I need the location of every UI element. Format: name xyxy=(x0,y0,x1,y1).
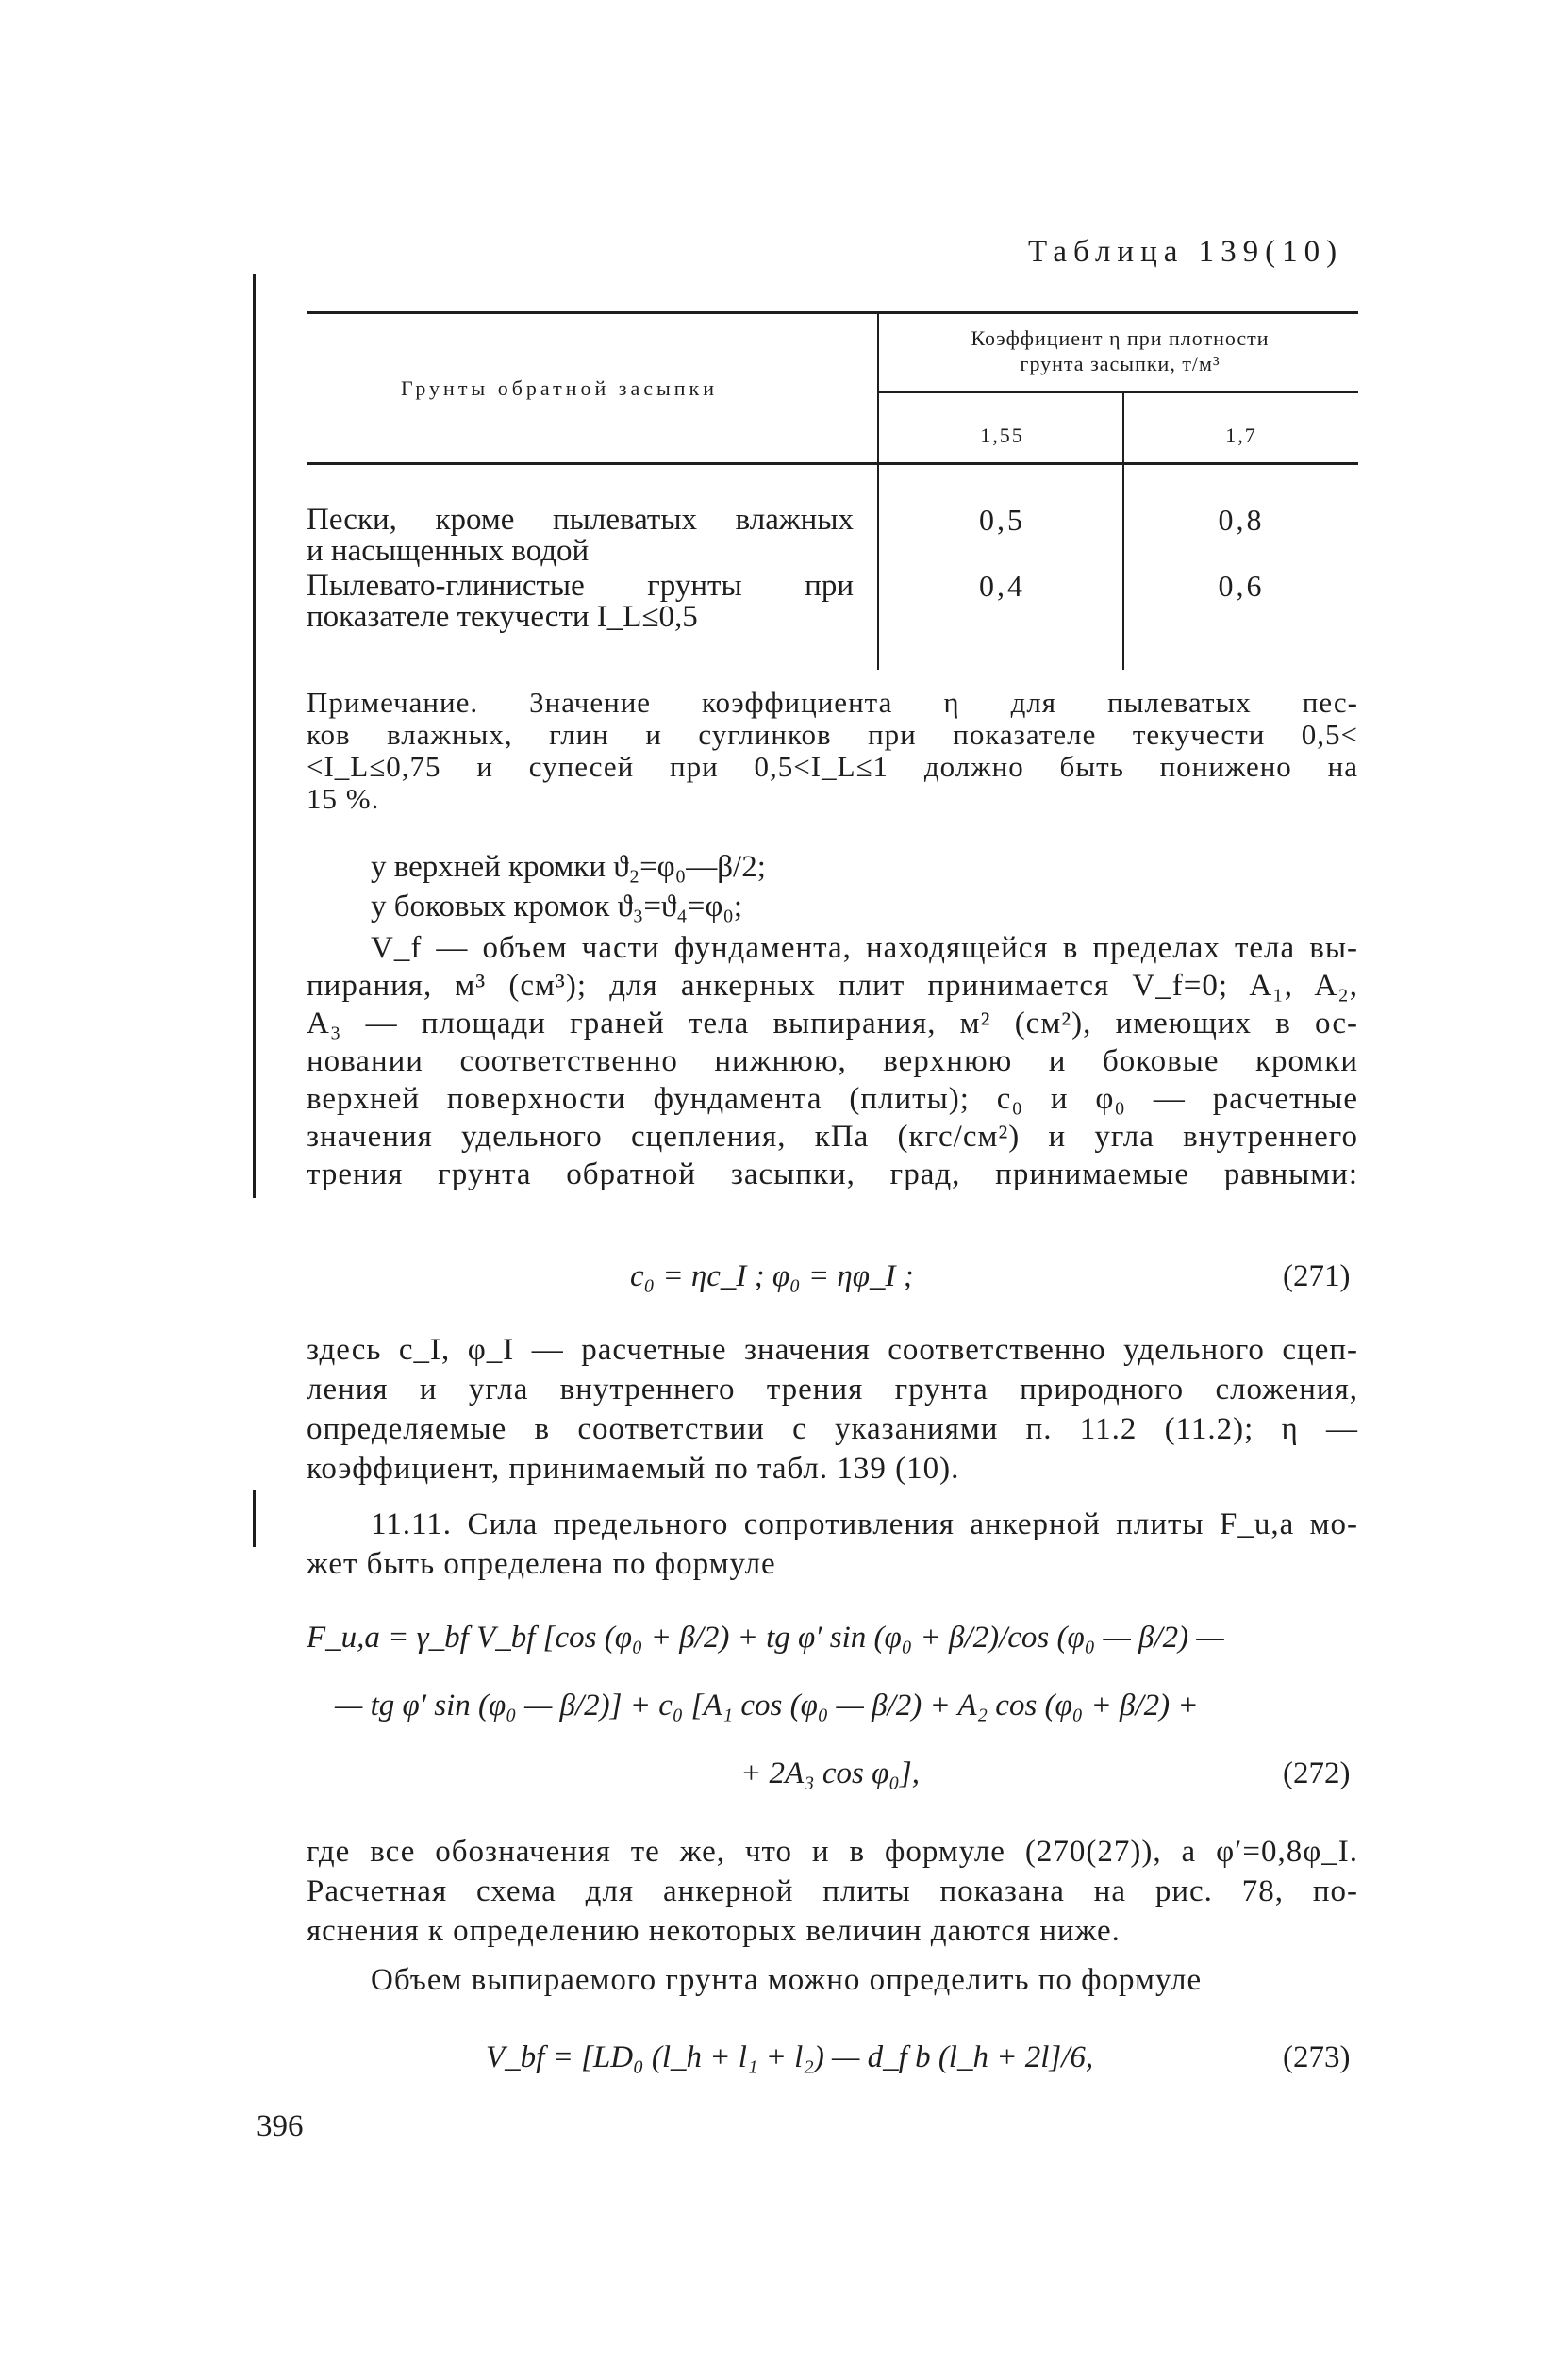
table-note-line2: ков влажных, глин и суглинков при показателе текучести 0,5< xyxy=(307,718,1358,751)
paragraph-definitions xyxy=(307,929,1358,1193)
table-header-coef-line2: грунта засыпки, т/м³ xyxy=(1020,352,1221,375)
definitions-line2: пирания, м³ (см³); для анкерных плит принимается V_f=0; A₁, A₂, xyxy=(307,969,1358,1003)
notation-line3: яснения к определению некоторых величин даются ниже. xyxy=(307,1914,1121,1948)
formula-272-line3: + 2A₃ cos φ₀], xyxy=(740,1756,920,1790)
here-line4: коэффициент, принимаемый по табл. 139 (10). xyxy=(307,1452,960,1486)
equation-number-271: (271) xyxy=(1283,1259,1351,1293)
page-number: 396 xyxy=(257,2109,304,2143)
definitions-line5: верхней поверхности фундамента (плиты); c₀ и φ₀ — расчетные xyxy=(307,1082,1358,1116)
margin-bar-bottom xyxy=(253,1490,256,1547)
table-row-2-soil-line1: Пылевато-глинистые грунты при xyxy=(307,569,854,603)
formula-272-line1: F_u,a = γ_bf V_bf [cos (φ₀ + β/2) + tg φ′ sin (φ₀ + β/2)/cos (φ₀ — β/2) — xyxy=(307,1621,1224,1655)
table-row-2-v2: 0,6 xyxy=(1218,569,1265,603)
table-row-1-soil-line1: Пески, кроме пылеватых влажных xyxy=(307,503,854,537)
table-row-2-soil xyxy=(307,571,854,633)
definitions-line3: A₃ — площади граней тела выпирания, м² (см²), имеющих в ос- xyxy=(307,1007,1358,1040)
table-header-coef xyxy=(882,325,1358,376)
table-note-line3: <I_L≤0,75 и супесей при 0,5<I_L≤1 должно быть понижено на xyxy=(307,750,1358,783)
definitions-line7: трения грунта обратной засыпки, град, принимаемые равными: xyxy=(307,1157,1358,1191)
definitions-line6: значения удельного сцепления, кПа (кгс/см²) и угла внутреннего xyxy=(307,1120,1358,1154)
para-11-11-line2: жет быть определена по формуле xyxy=(307,1547,776,1581)
table-row-2-soil-line2: показателе текучести I_L≤0,5 xyxy=(307,600,698,634)
upper-edge-text: у верхней кромки ϑ₂=φ₀—β/2; xyxy=(371,850,766,884)
table-row-1-soil-line2: и насыщенных водой xyxy=(307,534,590,568)
table-row-2-v1: 0,4 xyxy=(979,569,1025,603)
definitions-line4: новании соответственно нижнюю, верхнюю и боковые кромки xyxy=(307,1044,1358,1078)
side-edges-text: у боковых кромок ϑ₃=ϑ₄=φ₀; xyxy=(371,890,743,924)
table-density-1: 1,55 xyxy=(980,424,1024,447)
table-caption: Таблица 139(10) xyxy=(1028,235,1344,269)
table-mid-rule xyxy=(877,391,1358,393)
formula-271: c₀ = ηc_I ; φ₀ = ηφ_I ; xyxy=(630,1259,914,1293)
here-line2: ления и угла внутреннего трения грунта природного сложения, xyxy=(307,1373,1358,1406)
table-row-1-v1: 0,5 xyxy=(979,503,1025,537)
table-note-line4: 15 %. xyxy=(307,782,380,815)
paragraph-here xyxy=(307,1330,1358,1489)
para-11-11-line1: 11.11. Сила предельного сопротивления анкерной плиты F_u,a мо- xyxy=(371,1507,1358,1541)
here-line3: определяемые в соответствии с указаниями п. 11.2 (11.2); η — xyxy=(307,1412,1358,1446)
table-note-line1: Примечание. Значение коэффициента η для пылеватых пес- xyxy=(307,686,1358,719)
definitions-line1: V_f — объем части фундамента, находящейся в пределах тела вы- xyxy=(371,931,1358,965)
here-line1: здесь c_I, φ_I — расчетные значения соответственно удельного сцеп- xyxy=(307,1333,1358,1367)
table-row-1-v2: 0,8 xyxy=(1218,503,1265,537)
formula-272-line2: — tg φ′ sin (φ₀ — β/2)] + c₀ [A₁ cos (φ₀ — β/2) + A₂ cos (φ₀ + β/2) + xyxy=(335,1689,1199,1723)
paragraph-volume: Объем выпираемого грунта можно определить по формуле xyxy=(371,1963,1203,1997)
formula-273: V_bf = [LD₀ (l_h + l₁ + l₂) — d_f b (l_h + 2l]/6, xyxy=(486,2040,1094,2074)
table-header-soil: Грунты обратной засыпки xyxy=(401,376,718,400)
equation-number-272: (272) xyxy=(1283,1756,1351,1790)
table-density-2: 1,7 xyxy=(1225,424,1257,447)
table-top-rule xyxy=(307,311,1358,314)
table-row-1-soil xyxy=(307,505,854,567)
equation-number-273: (273) xyxy=(1283,2040,1351,2074)
paragraph-11-11 xyxy=(307,1505,1358,1584)
table-header-rule xyxy=(307,462,1358,465)
paragraph-notation xyxy=(307,1832,1358,1951)
table-note xyxy=(307,687,1358,815)
table-header-coef-line1: Коэффициент η при плотности xyxy=(971,326,1270,350)
notation-line1: где все обозначения те же, что и в формуле (270(27)), а φ′=0,8φ_I. xyxy=(307,1835,1358,1869)
notation-line2: Расчетная схема для анкерной плиты показана на рис. 78, по- xyxy=(307,1874,1358,1908)
table-col-divider-1 xyxy=(877,311,879,670)
margin-bar-top xyxy=(253,274,256,1198)
